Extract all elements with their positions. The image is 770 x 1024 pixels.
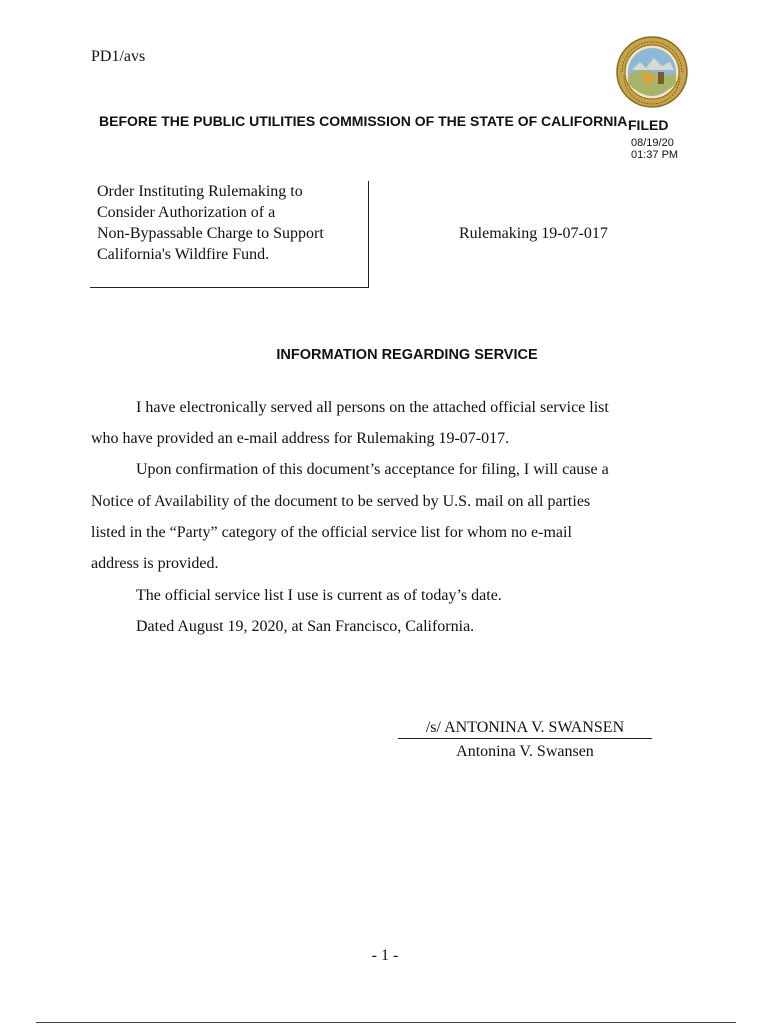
proceeding-number: Rulemaking 19-07-017: [459, 225, 608, 242]
docket-label: PD1/avs: [91, 48, 146, 65]
caption-line: Consider Authorization of a: [97, 204, 276, 221]
case-caption-box: [90, 181, 369, 288]
filed-stamp-label: FILED: [628, 117, 669, 133]
signature-line: /s/ ANTONINA V. SWANSEN: [398, 719, 652, 739]
caption-line: Non-Bypassable Charge to Support: [97, 225, 324, 242]
filed-stamp-time: 01:37 PM: [631, 149, 679, 161]
body-line: who have provided an e-mail address for Rulemaking 19-07-017.: [91, 430, 510, 447]
signatory-name: Antonina V. Swansen: [456, 743, 594, 760]
body-line: Notice of Availability of the document to be served by U.S. mail on all parties: [91, 493, 591, 510]
section-title: INFORMATION REGARDING SERVICE: [276, 347, 538, 363]
body-line: Dated August 19, 2020, at San Francisco, California.: [136, 618, 475, 635]
california-puc-seal-icon: [616, 36, 688, 108]
body-line: The official service list I use is current as of today’s date.: [136, 587, 502, 604]
body-line: address is provided.: [91, 555, 219, 572]
filed-stamp-date: 08/19/20: [631, 137, 674, 149]
body-line: Upon confirmation of this document’s acceptance for filing, I will cause a: [136, 461, 609, 478]
court-heading: BEFORE THE PUBLIC UTILITIES COMMISSION OF THE STATE OF CALIFORNIA: [99, 113, 628, 129]
page-number: - 1 -: [371, 947, 399, 964]
footer-divider: [36, 1022, 736, 1023]
body-line: listed in the “Party” category of the official service list for whom no e-mail: [91, 524, 572, 541]
body-line: I have electronically served all persons on the attached official service list: [136, 399, 609, 416]
caption-line: California's Wildfire Fund.: [97, 246, 270, 263]
caption-line: Order Instituting Rulemaking to: [97, 183, 303, 200]
